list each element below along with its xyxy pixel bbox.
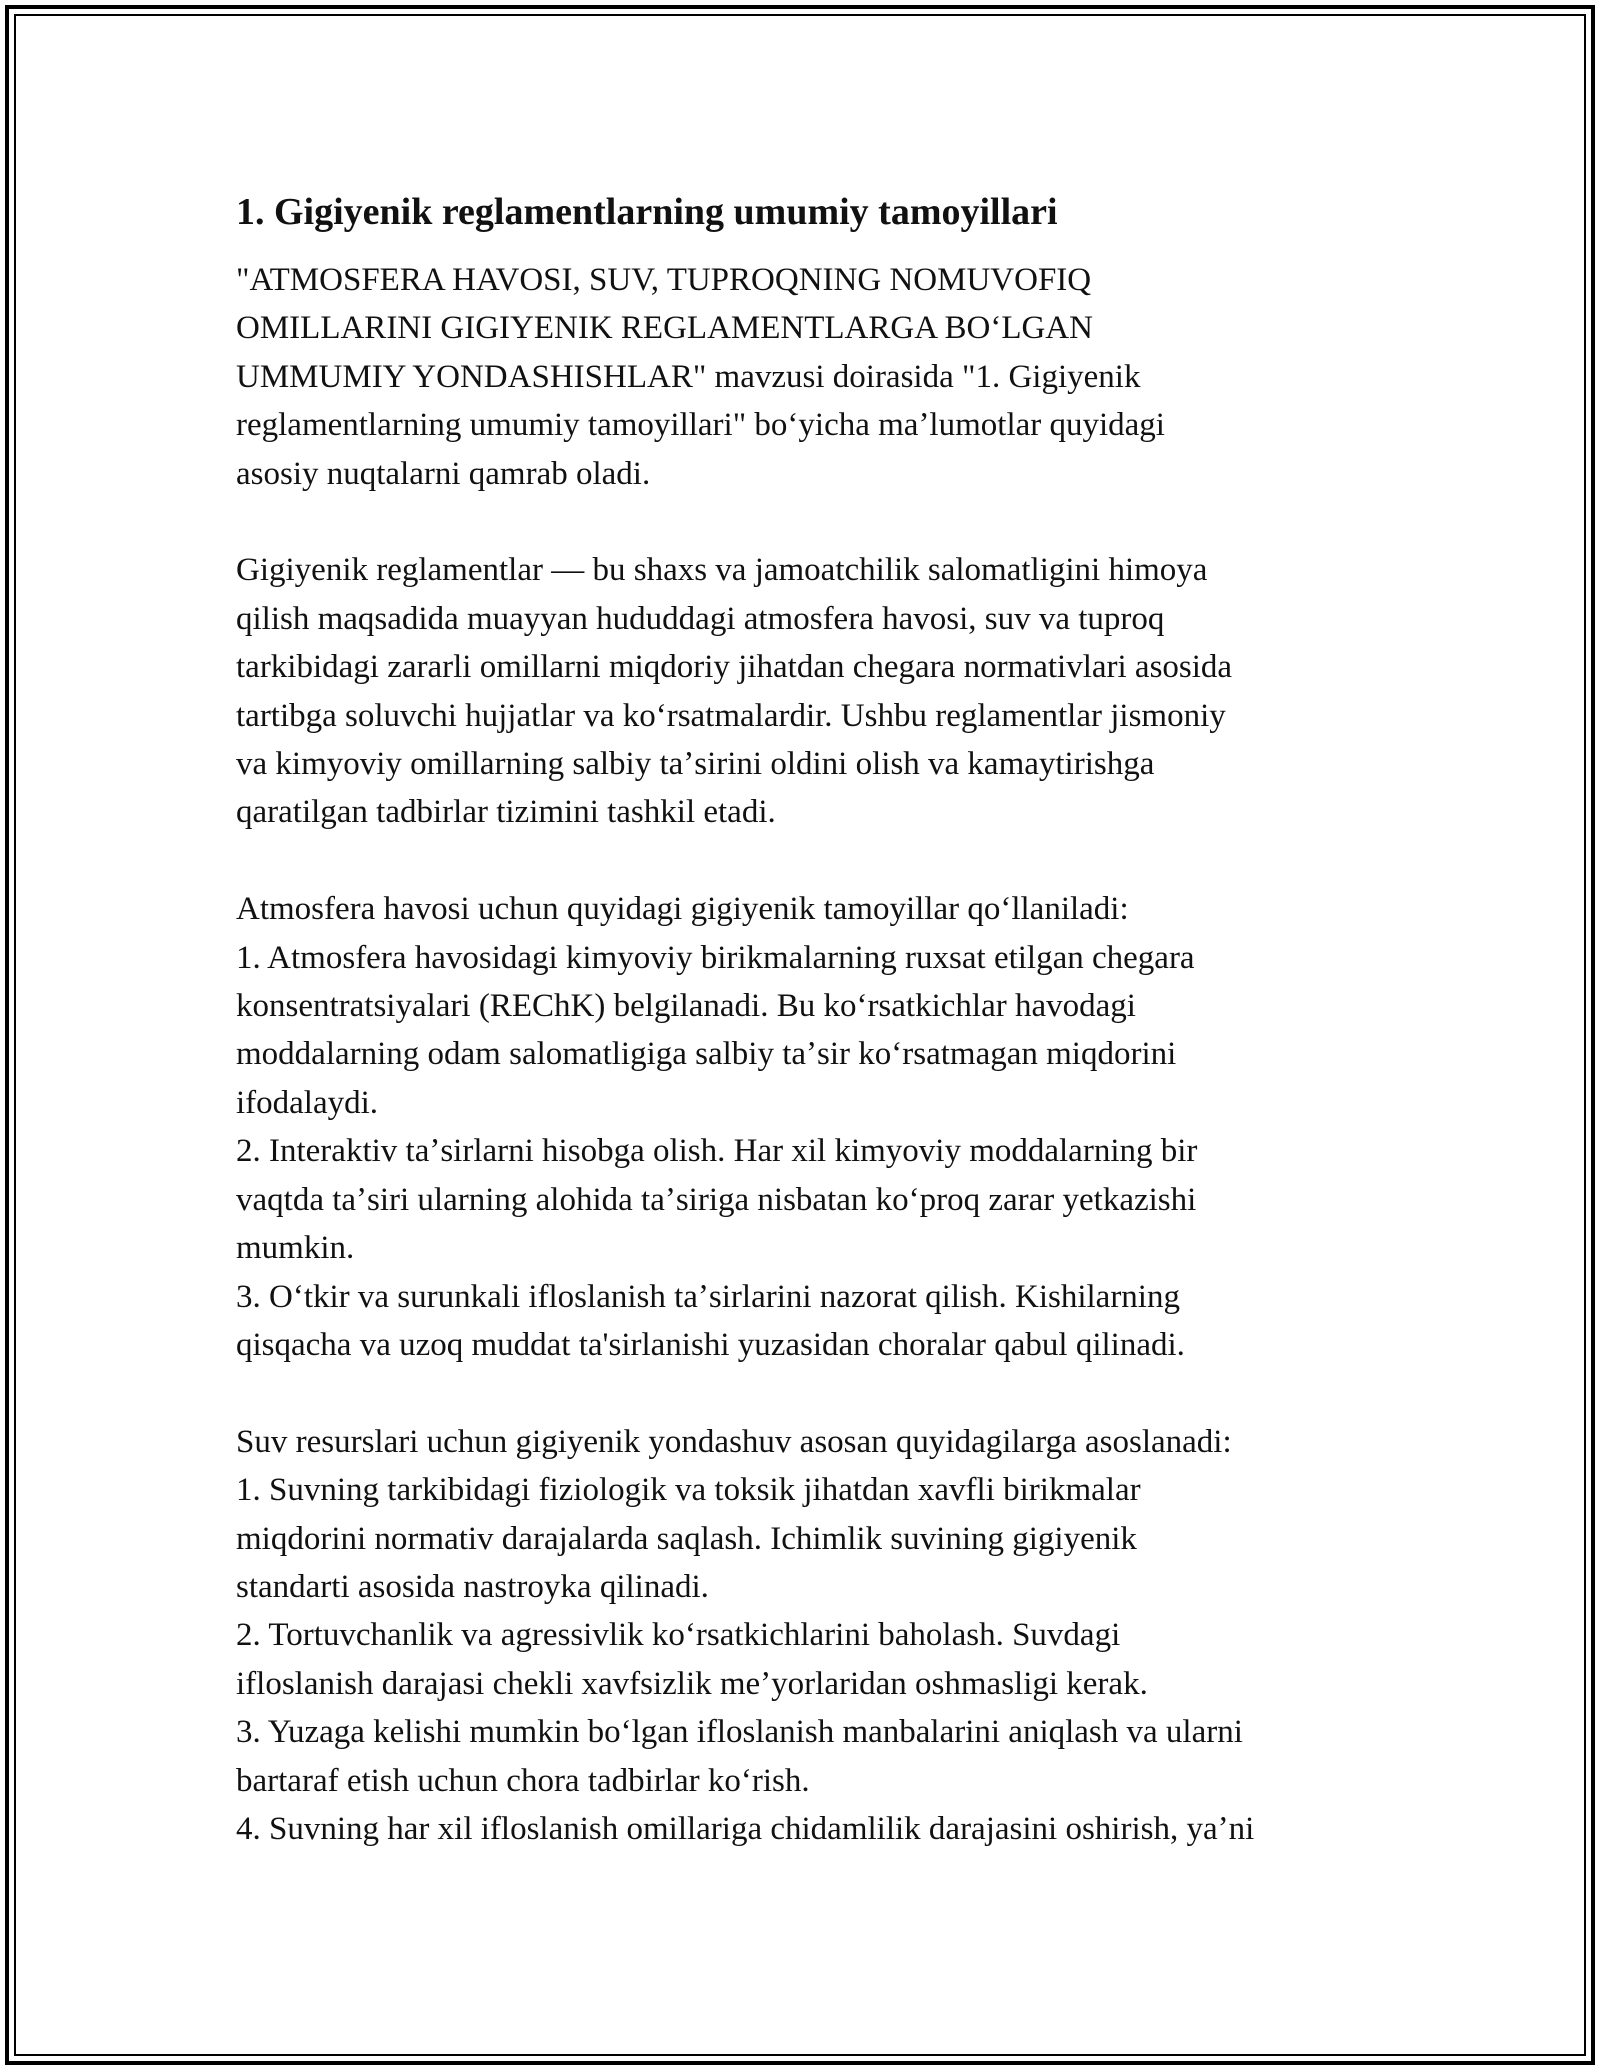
- text-line: tartibga soluvchi hujjatlar va koʻrsatmalardir. Ushbu reglamentlar jismoniy: [236, 697, 1226, 734]
- text-line: 3. Oʻtkir va surunkali ifloslanish taʼsirlarini nazorat qilish. Kishilarning: [236, 1278, 1180, 1315]
- text-line: konsentratsiyalari (REChK) belgilanadi. Bu koʻrsatkichlar havodagi: [236, 988, 1136, 1025]
- text-line: Suv resurslari uchun gigiyenik yondashuv asosan quyidagilarga asoslanadi:: [236, 1423, 1232, 1460]
- text-line: 2. Interaktiv taʼsirlarni hisobga olish. Har xil kimyoviy moddalarning bir: [236, 1133, 1198, 1170]
- text-line: qilish maqsadida muayyan hududdagi atmosfera havosi, suv va tuproq: [236, 600, 1165, 637]
- paragraph-intro: [236, 256, 1386, 498]
- text-line: "ATMOSFERA HAVOSI, SUV, TUPROQNING NOMUVOFIQ: [236, 262, 1092, 298]
- text-line: asosiy nuqtalarni qamrab oladi.: [236, 455, 651, 492]
- text-line: Gigiyenik reglamentlar — bu shaxs va jamoatchilik salomatligini himoya: [236, 552, 1208, 589]
- text-line: reglamentlarning umumiy tamoyillari" boʻyicha maʼlumotlar quyidagi: [236, 407, 1165, 444]
- text-line: ifloslanish darajasi chekli xavfsizlik meʼyorlaridan oshmasligi kerak.: [236, 1665, 1148, 1702]
- document-title: 1. Gigiyenik reglamentlarning umumiy tamoyillari: [236, 191, 1058, 233]
- text-line: mumkin.: [236, 1230, 355, 1267]
- paragraph-air-principles: [236, 885, 1386, 1369]
- text-line: UMMUMIY YONDASHISHLAR" mavzusi doirasida "1. Gigiyenik: [236, 358, 1141, 395]
- text-line: 3. Yuzaga kelishi mumkin boʻlgan ifloslanish manbalarini aniqlash va ularni: [236, 1714, 1243, 1751]
- text-line: qaratilgan tadbirlar tizimini tashkil etadi.: [236, 794, 776, 831]
- document-body: [236, 186, 1386, 1902]
- text-line: 4. Suvning har xil ifloslanish omillariga chidamlilik darajasini oshirish, yaʼni: [236, 1810, 1255, 1847]
- text-line: qisqacha va uzoq muddat ta'sirlanishi yuzasidan choralar qabul qilinadi.: [236, 1326, 1185, 1363]
- text-line: moddalarning odam salomatligiga salbiy taʼsir koʻrsatmagan miqdorini: [236, 1036, 1177, 1073]
- text-line: miqdorini normativ darajalarda saqlash. Ichimlik suvining gigiyenik: [236, 1520, 1137, 1557]
- text-line: bartaraf etish uchun chora tadbirlar koʻrish.: [236, 1762, 810, 1799]
- text-line: 1. Atmosfera havosidagi kimyoviy birikmalarning ruxsat etilgan chegara: [236, 939, 1195, 976]
- text-line: ifodalaydi.: [236, 1084, 379, 1121]
- text-line: Atmosfera havosi uchun quyidagi gigiyenik tamoyillar qoʻllaniladi:: [236, 891, 1129, 928]
- text-line: va kimyoviy omillarning salbiy taʼsirini oldini olish va kamaytirishga: [236, 746, 1155, 783]
- text-line: standarti asosida nastroyka qilinadi.: [236, 1568, 709, 1605]
- text-line: 2. Tortuvchanlik va agressivlik koʻrsatkichlarini baholash. Suvdagi: [236, 1617, 1121, 1654]
- text-line: tarkibidagi zararli omillarni miqdoriy jihatdan chegara normativlari asosida: [236, 649, 1233, 686]
- paragraph-definition: [236, 546, 1386, 836]
- text-line: 1. Suvning tarkibidagi fiziologik va toksik jihatdan xavfli birikmalar: [236, 1472, 1141, 1509]
- text-line: OMILLARINI GIGIYENIK REGLAMENTLARGA BOʻLGAN: [236, 310, 1093, 347]
- paragraph-water-approach: [236, 1418, 1386, 1854]
- text-line: vaqtda taʼsiri ularning alohida taʼsiriga nisbatan koʻproq zarar yetkazishi: [236, 1181, 1197, 1218]
